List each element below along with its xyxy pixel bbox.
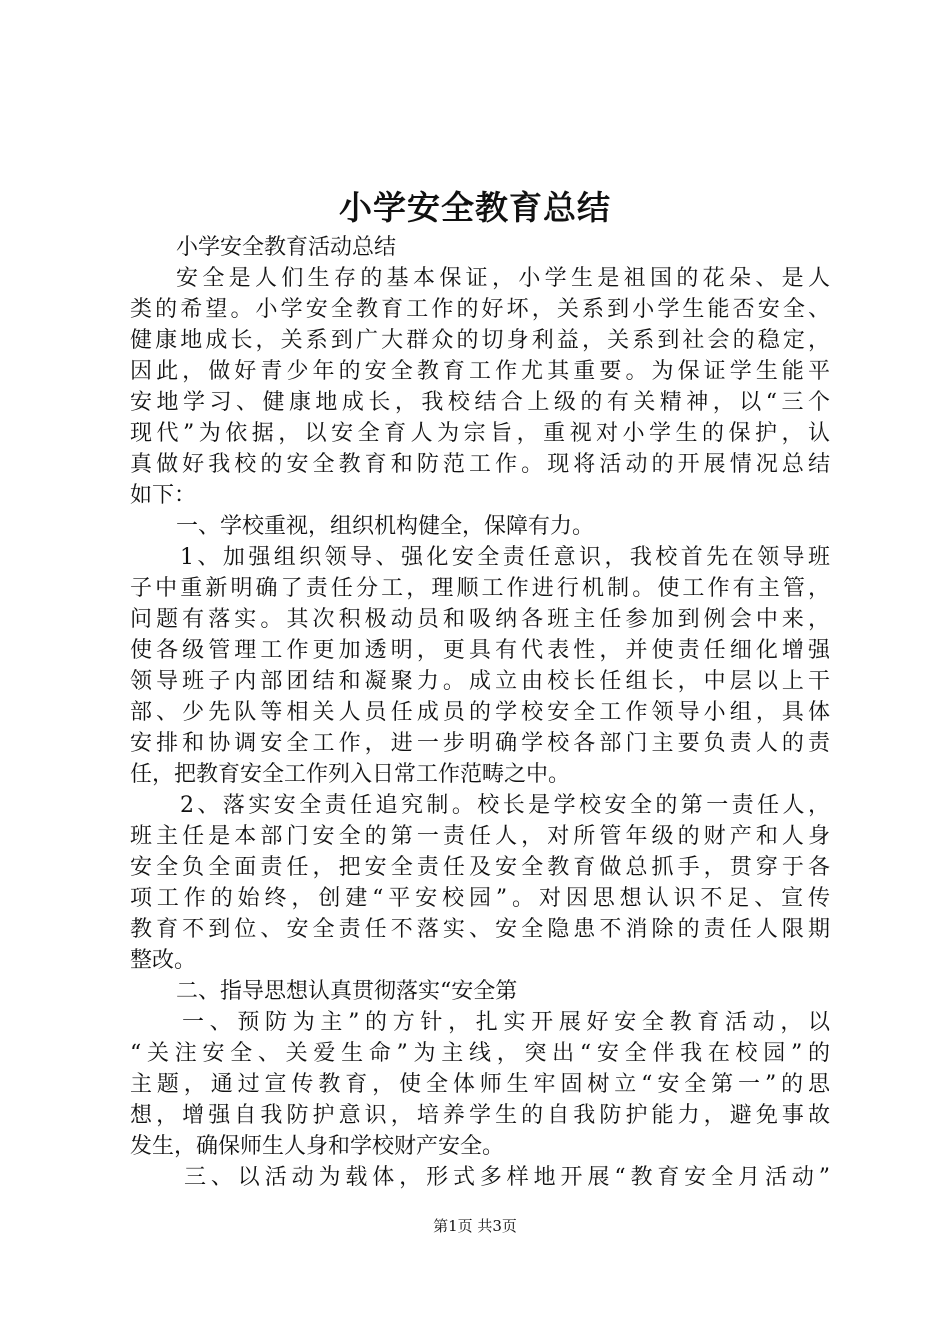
text-line: 安全负全面责任，把安全责任及安全教育做总抓手，贯穿于各 <box>130 855 830 880</box>
page-footer: 第1页 共3页 <box>433 1217 517 1235</box>
text-line: 想，增强自我防护意识，培养学生的自我防护能力，避免事故 <box>130 1103 830 1128</box>
text-line: 部、少先队等相关人员任成员的学校安全工作领导小组，具体 <box>130 700 830 725</box>
subtitle-line: 小学安全教育活动总结 <box>176 235 397 260</box>
text-line: 主题，通过宣传教育，使全体师生牢固树立“安全第一”的思 <box>130 1072 830 1097</box>
text-line: 问题有落实。其次积极动员和吸纳各班主任参加到例会中来， <box>130 607 830 632</box>
text-line: “关注安全、关爱生命”为主线，突出“安全伴我在校园”的 <box>130 1041 830 1066</box>
text-line: 现代”为依据，以安全育人为宗旨，重视对小学生的保护，认 <box>130 421 830 446</box>
text-line: 项工作的始终，创建“平安校园”。对因思想认识不足、宣传 <box>130 886 830 911</box>
text-line: 使各级管理工作更加透明，更具有代表性，并使责任细化增强 <box>130 638 830 663</box>
text-line: 健康地成长，关系到广大群众的切身利益，关系到社会的稳定， <box>130 328 830 353</box>
text-line: 发生，确保师生人身和学校财产安全。 <box>130 1134 505 1159</box>
text-line: 安排和协调安全工作，进一步明确学校各部门主要负责人的责 <box>130 731 830 756</box>
section-heading: 三、以活动为载体，形式多样地开展“教育安全月活动” <box>184 1165 830 1190</box>
text-line: 子中重新明确了责任分工，理顺工作进行机制。使工作有主管， <box>130 576 830 601</box>
text-line: 如下： <box>130 483 197 508</box>
text-line: 安地学习、健康地成长，我校结合上级的有关精神，以“三个 <box>130 390 830 415</box>
text-line: 真做好我校的安全教育和防范工作。现将活动的开展情况总结 <box>130 452 830 477</box>
document-title: 小学安全教育总结 <box>339 188 611 227</box>
text-line: 班主任是本部门安全的第一责任人，对所管年级的财产和人身 <box>130 824 830 849</box>
text-line: 因此，做好青少年的安全教育工作尤其重要。为保证学生能平 <box>130 359 830 384</box>
text-line: 1、加强组织领导、强化安全责任意识，我校首先在领导班 <box>180 545 830 570</box>
text-line: 一、预防为主”的方针，扎实开展好安全教育活动，以 <box>182 1010 830 1035</box>
text-line: 类的希望。小学安全教育工作的好坏，关系到小学生能否安全、 <box>130 297 830 322</box>
document-body <box>130 232 830 1193</box>
text-line: 整改。 <box>130 948 197 973</box>
text-line: 任，把教育安全工作列入日常工作范畴之中。 <box>130 762 571 787</box>
text-line: 2、落实安全责任追究制。校长是学校安全的第一责任人， <box>180 793 830 818</box>
text-line: 领导班子内部团结和凝聚力。成立由校长任组长，中层以上干 <box>130 669 830 694</box>
section-heading: 一、学校重视，组织机构健全，保障有力。 <box>176 514 595 539</box>
text-line: 安全是人们生存的基本保证，小学生是祖国的花朵、是人 <box>176 266 830 291</box>
section-heading: 二、指导思想认真贯彻落实“安全第 <box>176 979 518 1004</box>
text-line: 教育不到位、安全责任不落实、安全隐患不消除的责任人限期 <box>130 917 830 942</box>
